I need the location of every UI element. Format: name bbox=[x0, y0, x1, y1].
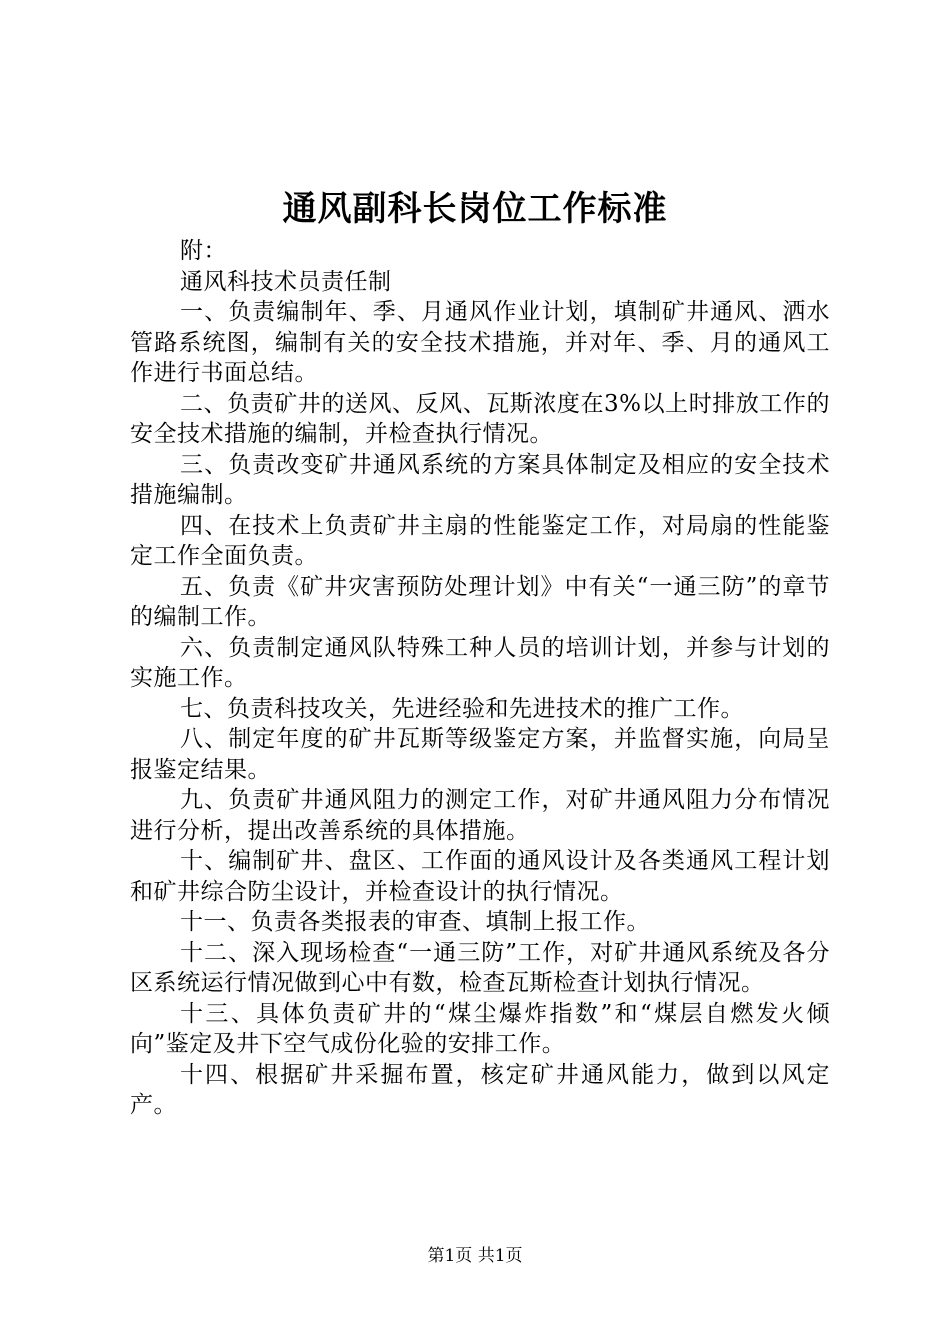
paragraph-item: 十二、深入现场检查“一通三防”工作，对矿井通风系统及各分区系统运行情况做到心中有数，检查瓦斯检查计划执行情况。 bbox=[130, 939, 830, 996]
paragraph-item: 六、负责制定通风队特殊工种人员的培训计划，并参与计划的实施工作。 bbox=[130, 634, 830, 691]
paragraph-item: 十四、根据矿井采掘布置，核定矿井通风能力，做到以风定产。 bbox=[130, 1061, 830, 1118]
paragraph-item: 十、编制矿井、盘区、工作面的通风设计及各类通风工程计划和矿井综合防尘设计，并检查设计的执行情况。 bbox=[130, 848, 830, 905]
page-number-current: 第1页 bbox=[427, 1246, 473, 1266]
paragraph-item: 一、负责编制年、季、月通风作业计划，填制矿井通风、洒水管路系统图，编制有关的安全技术措施，并对年、季、月的通风工作进行书面总结。 bbox=[130, 299, 830, 386]
paragraph-item: 九、负责矿井通风阻力的测定工作，对矿井通风阻力分布情况进行分析，提出改善系统的具体措施。 bbox=[130, 787, 830, 844]
document-title: 通风副科长岗位工作标准 bbox=[282, 189, 668, 229]
paragraph-item: 十一、负责各类报表的审查、填制上报工作。 bbox=[180, 909, 650, 935]
paragraph-item: 八、制定年度的矿井瓦斯等级鉴定方案，并监督实施，向局呈报鉴定结果。 bbox=[130, 726, 830, 783]
page-number-total: 共1页 bbox=[477, 1246, 523, 1266]
page-footer bbox=[0, 1244, 950, 1268]
paragraph-item: 七、负责科技攻关，先进经验和先进技术的推广工作。 bbox=[180, 695, 744, 722]
document-body bbox=[130, 236, 830, 1121]
paragraph-item: 五、负责《矿井灾害预防处理计划》中有关“一通三防”的章节的编制工作。 bbox=[130, 573, 830, 630]
paragraph-item: 三、负责改变矿井通风系统的方案具体制定及相应的安全技术措施编制。 bbox=[130, 451, 830, 508]
paragraph-appendix-label: 附： bbox=[180, 238, 227, 264]
paragraph-item: 十三、具体负责矿井的“煤尘爆炸指数”和“煤层自燃发火倾向”鉴定及井下空气成份化验的安排工作。 bbox=[130, 1000, 830, 1057]
paragraph-item: 四、在技术上负责矿井主扇的性能鉴定工作，对局扇的性能鉴定工作全面负责。 bbox=[130, 512, 830, 569]
paragraph-item: 二、负责矿井的送风、反风、瓦斯浓度在3%以上时排放工作的安全技术措施的编制，并检查执行情况。 bbox=[130, 390, 830, 447]
paragraph-subtitle: 通风科技术员责任制 bbox=[180, 268, 392, 295]
